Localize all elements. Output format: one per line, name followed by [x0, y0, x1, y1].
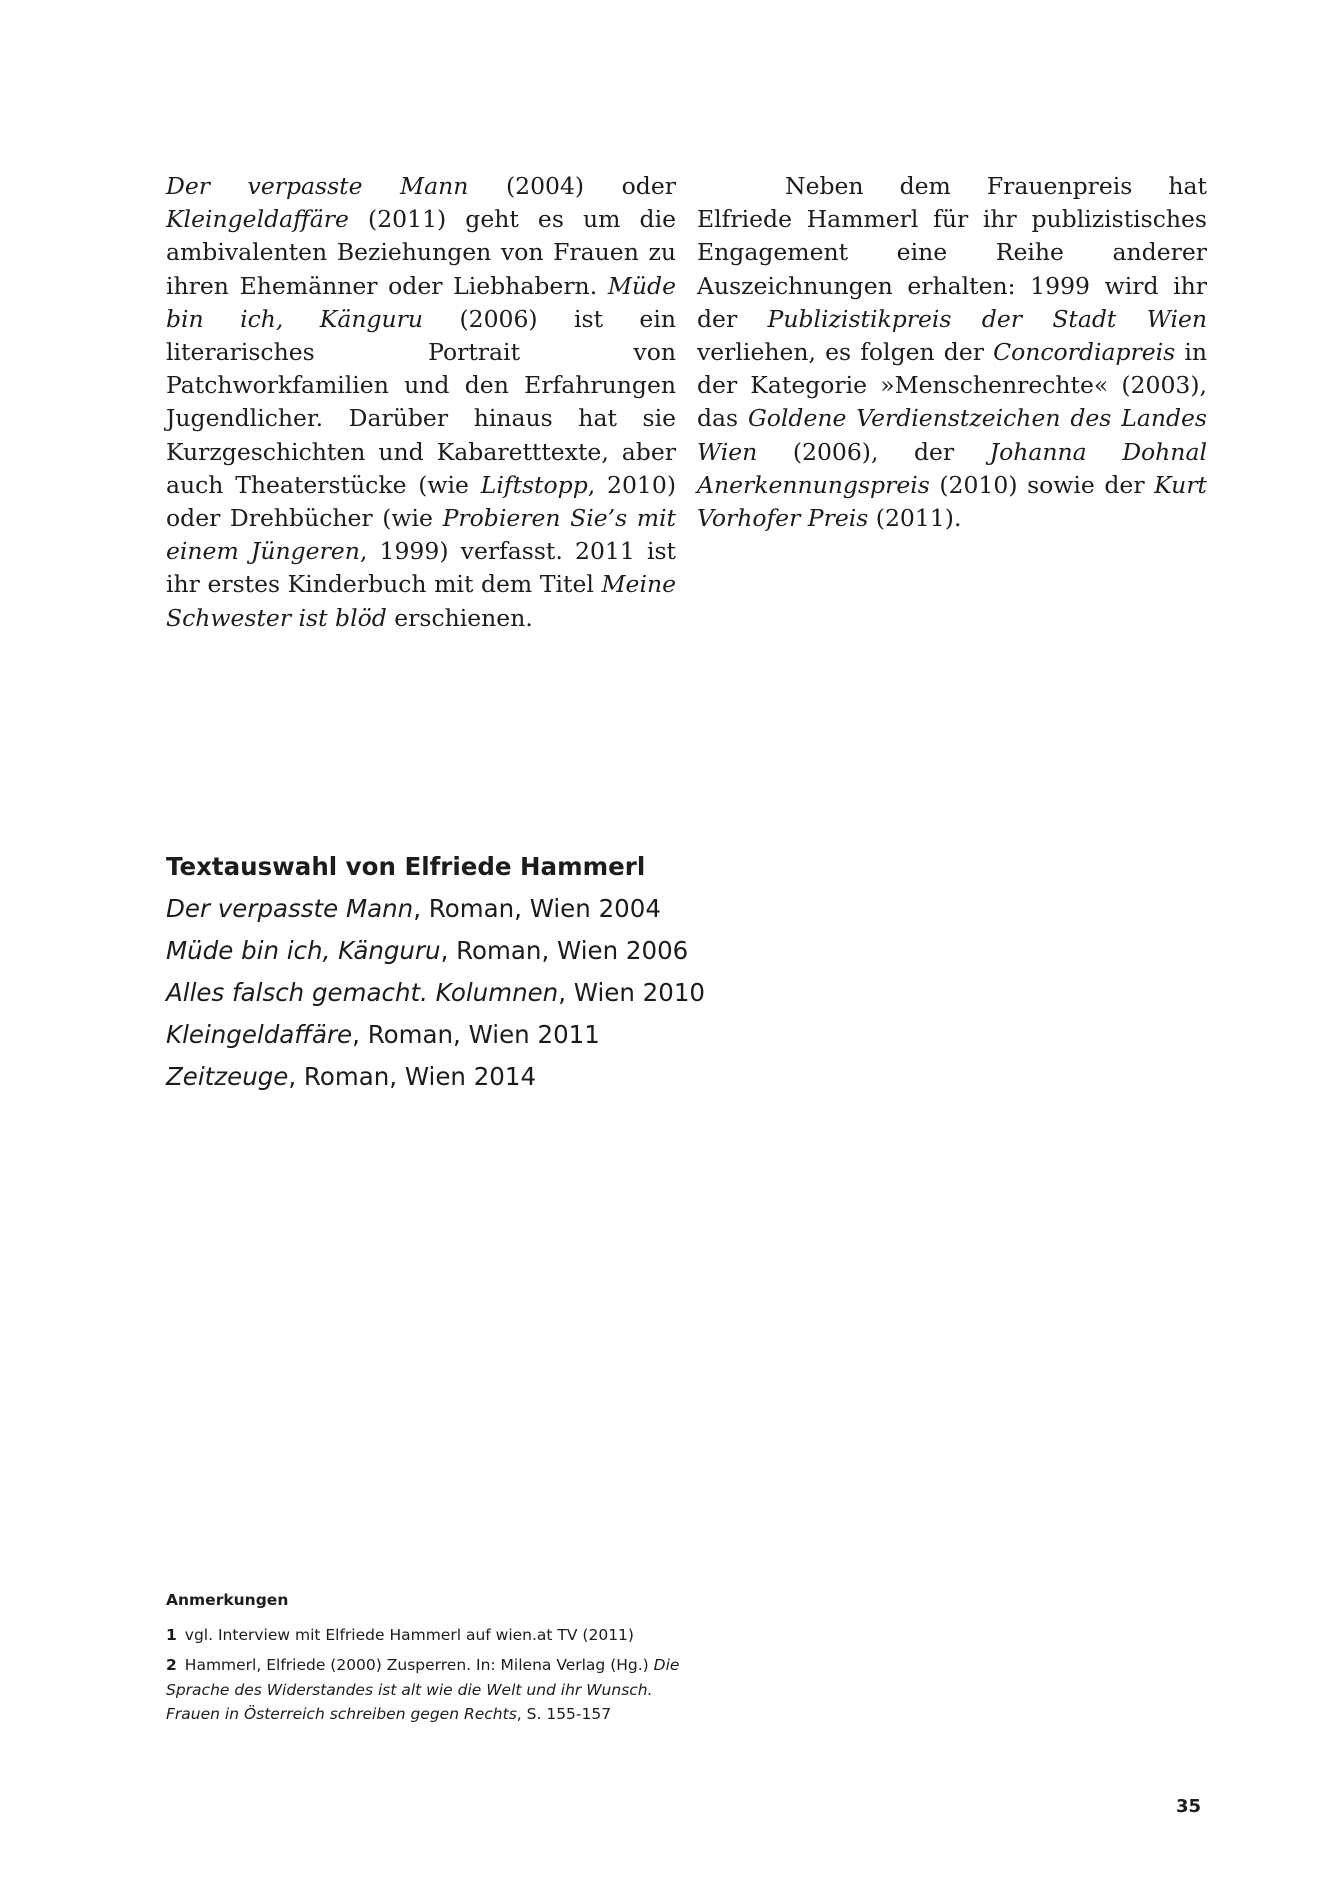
right-span-0: Neben dem Frauenpreis hat Elfriede Hammerl für ihr publizistisches Engagement eine Reihe anderer Auszeichnungen erhalten: 1999 wird ihr der [697, 172, 1207, 333]
entry-details: , Roman, Wien 2006 [440, 936, 689, 965]
right-span-6: (2006), der [757, 437, 990, 466]
entry-details: , Roman, Wien 2014 [288, 1062, 537, 1091]
left-span-0: Der verpasste Mann [166, 172, 469, 200]
footnote-pages: , S. 155-157 [516, 1705, 612, 1723]
entry-details: , Roman, Wien 2011 [352, 1020, 600, 1049]
left-span-5: (2006) ist ein literarisches Portrait von Patchworkfamilien und den Erfahrungen Jugendlicher. Darüber hinaus hat sie Kurzgeschichten und Kabaretttexte, aber auch Theaterstücke (wie [166, 304, 676, 499]
right-span-5: Goldene Verdienstzeichen des Landes Wien [697, 404, 1207, 466]
selection-entry [166, 1014, 726, 1056]
left-span-8: Probieren Sie’s mit einem Jüngeren [166, 504, 677, 566]
right-span-2: verliehen, es folgen der [697, 338, 994, 367]
text-selection-list [166, 846, 726, 1098]
left-span-3: (2011) geht es um die ambivalenten Beziehungen von Frauen zu ihren Ehemänner oder Liebhabern. [166, 205, 676, 300]
left-span-11: erschienen. [386, 603, 533, 632]
right-span-10: (2011). [868, 504, 962, 533]
footnotes-heading: Anmerkungen [166, 1591, 289, 1609]
left-span-9: , 1999) verfasst. 2011 ist ihr erstes Kinderbuch mit dem Titel [166, 537, 677, 599]
footnote-number: 1 [166, 1625, 177, 1644]
left-span-4: Müde bin ich, Känguru [166, 271, 676, 333]
right-span-9: Kurt Vorhofer Preis [697, 470, 1207, 533]
selection-entry [166, 972, 726, 1014]
selection-heading: Textauswahl von Elfriede Hammerl [166, 852, 646, 881]
left-paragraph [166, 170, 676, 635]
selection-entry [166, 888, 726, 930]
entry-details: , Wien 2010 [558, 978, 706, 1007]
right-span-8: (2010) sowie der [929, 470, 1155, 499]
entry-title: Müde bin ich, Känguru [166, 936, 441, 965]
entry-title: Zeitzeuge [166, 1062, 289, 1091]
right-span-3: Concordiapreis [993, 338, 1176, 367]
footnote [166, 1623, 686, 1648]
entry-title: Kleingeldaffäre [166, 1020, 353, 1049]
footnotes [166, 1588, 686, 1733]
right-span-1: Publizistikpreis der Stadt Wien [767, 304, 1208, 333]
right-span-7: Johanna Dohnal Anerkennungspreis [697, 437, 1207, 499]
left-text-column [166, 170, 676, 635]
footnote-text: Hammerl, Elfriede (2000) Zusperren. In: Milena Verlag (Hg.) [184, 1656, 654, 1674]
left-span-7: , 2010) oder Drehbücher (wie [166, 470, 676, 533]
entry-title: Alles falsch gemacht. Kolumnen [166, 978, 559, 1007]
right-span-4: in der Kategorie »Menschenrechte« (2003), das [697, 338, 1208, 433]
entry-title: Der verpasste Mann [166, 894, 414, 923]
left-span-1: (2004) oder [468, 172, 676, 200]
footnote-number: 2 [166, 1656, 177, 1674]
left-span-6: Liftstopp [480, 470, 588, 499]
left-span-10: Meine Schwester ist blöd [166, 570, 676, 632]
right-text-column [697, 170, 1207, 535]
footnote-title: Die Sprache des Widerstandes ist alt wie die Welt und ihr Wunsch. Frauen in Österreich schreiben gegen Rechts [166, 1656, 680, 1723]
left-span-2: Kleingeldaffäre [166, 205, 349, 234]
footnote-text: vgl. Interview mit Elfriede Hammerl auf wien.at TV (2011) [184, 1625, 634, 1644]
footnote [166, 1653, 686, 1727]
selection-entry [166, 930, 726, 972]
right-paragraph [697, 170, 1207, 535]
page-number: 35 [1175, 1796, 1201, 1817]
entry-details: , Roman, Wien 2004 [413, 894, 661, 923]
selection-entry [166, 1056, 726, 1098]
